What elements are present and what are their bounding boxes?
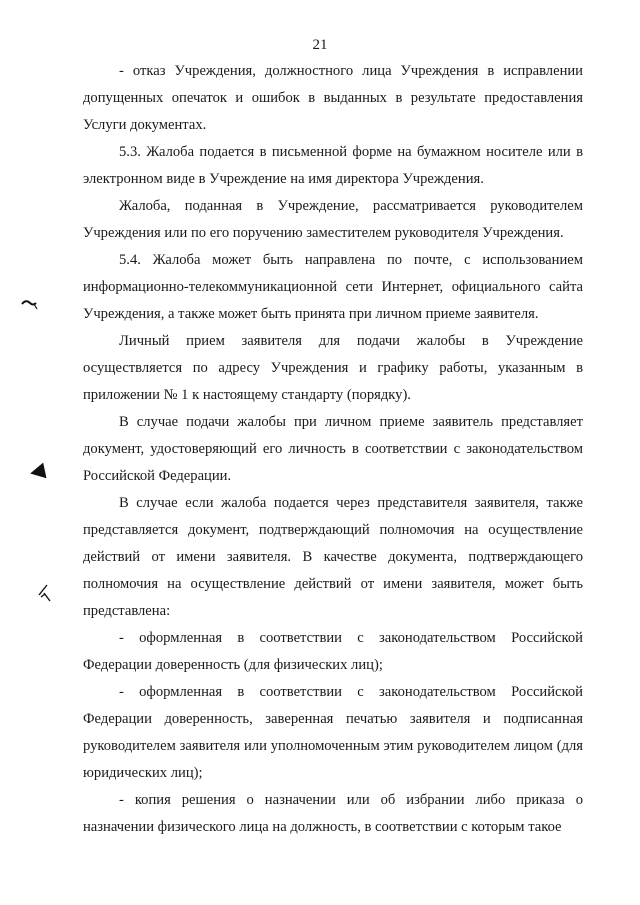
paragraph-representative: В случае если жалоба подается через представителя заявителя, также представляется документ, подтверждающий полномочия на осуществление действий от имени заявителя. В качестве документа, подтверждающего полномочия на осуществление действий от имени заявителя, может быть представлена: (83, 495, 583, 619)
paragraph-5-4: 5.4. Жалоба может быть направлена по почте, с использованием информационно-телекоммуникационной сети Интернет, официального сайта Учреждения, а также может быть принята при личном приеме заявителя. (83, 252, 583, 322)
paragraph-refusal-clause: - отказ Учреждения, должностного лица Учреждения в исправлении допущенных опечаток и ошибок в выданных в результате предоставления Услуги документах. (83, 63, 583, 133)
paragraph-identity-document: В случае подачи жалобы при личном приеме заявитель представляет документ, удостоверяющий его личность в соответствии с законодательством Российской Федерации. (83, 414, 583, 484)
document-body (83, 58, 583, 841)
scribble-mark-icon (36, 581, 54, 605)
paragraph-personal-reception: Личный прием заявителя для подачи жалобы в Учреждение осуществляется по адресу Учреждения и графику работы, указанным в приложении № 1 к настоящему стандарту (порядку). (83, 333, 583, 403)
list-item-power-of-attorney-individuals: - оформленная в соответствии с законодательством Российской Федерации доверенность (для физических лиц); (83, 630, 583, 673)
list-item-power-of-attorney-legal-entities: - оформленная в соответствии с законодательством Российской Федерации доверенность, заверенная печатью заявителя и подписанная руководителем заявителя или уполномоченным этим руководителем лицом (для юридических лиц); (83, 684, 583, 781)
paragraph-complaint-review: Жалоба, поданная в Учреждение, рассматривается руководителем Учреждения или по его поручению заместителем руководителя Учреждения. (83, 198, 583, 241)
arrow-mark-icon (29, 463, 47, 482)
list-item-appointment-decision: - копия решения о назначении или об избрании либо приказа о назначении физического лица на должность, в соответствии с которым такое (83, 792, 583, 835)
page-number: 21 (312, 37, 328, 53)
squiggle-mark-icon (20, 298, 40, 312)
paragraph-5-3: 5.3. Жалоба подается в письменной форме на бумажном носителе или в электронном виде в Учреждение на имя директора Учреждения. (83, 144, 583, 187)
